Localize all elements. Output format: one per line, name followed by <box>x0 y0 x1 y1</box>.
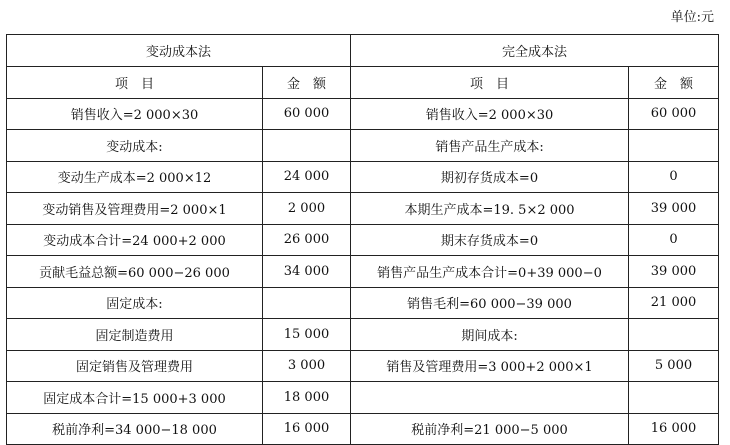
variable-amount-cell: 26 000 <box>263 224 351 256</box>
table-row <box>7 413 719 445</box>
table-row <box>7 224 719 256</box>
full-amount-cell <box>629 382 719 414</box>
full-amount-cell: 0 <box>629 161 719 193</box>
variable-item-cell: 销售收入=2 000×30 <box>7 98 263 130</box>
variable-amount-cell: 3 000 <box>263 350 351 382</box>
variable-method-header: 变动成本法 <box>7 35 351 67</box>
full-item-cell: 销售收入=2 000×30 <box>351 98 629 130</box>
full-amount-header: 金 额 <box>629 67 719 99</box>
full-item-header: 项 目 <box>351 67 629 99</box>
variable-amount-header: 金 额 <box>263 67 351 99</box>
table-row <box>7 161 719 193</box>
variable-item-cell: 固定销售及管理费用 <box>7 350 263 382</box>
unit-label: 单位:元 <box>670 10 714 25</box>
full-method-header: 完全成本法 <box>351 35 719 67</box>
full-amount-cell: 5 000 <box>629 350 719 382</box>
column-header-row <box>7 67 719 99</box>
full-item-cell: 销售毛利=60 000−39 000 <box>351 287 629 319</box>
variable-amount-cell: 24 000 <box>263 161 351 193</box>
full-item-cell: 税前净利=21 000−5 000 <box>351 413 629 445</box>
table-body <box>7 35 719 445</box>
full-amount-cell: 39 000 <box>629 193 719 225</box>
table-row <box>7 350 719 382</box>
method-header-row <box>7 35 719 67</box>
full-item-cell: 销售及管理费用=3 000+2 000×1 <box>351 350 629 382</box>
full-item-cell: 本期生产成本=19. 5×2 000 <box>351 193 629 225</box>
full-item-cell: 期初存货成本=0 <box>351 161 629 193</box>
variable-item-cell: 贡献毛益总额=60 000−26 000 <box>7 256 263 288</box>
table-row <box>7 256 719 288</box>
variable-item-cell: 固定成本: <box>7 287 263 319</box>
variable-item-cell: 固定制造费用 <box>7 319 263 351</box>
variable-amount-cell: 34 000 <box>263 256 351 288</box>
variable-amount-cell: 16 000 <box>263 413 351 445</box>
full-amount-cell: 39 000 <box>629 256 719 288</box>
variable-item-cell: 税前净利=34 000−18 000 <box>7 413 263 445</box>
full-amount-cell <box>629 130 719 162</box>
full-amount-cell <box>629 319 719 351</box>
variable-amount-cell: 18 000 <box>263 382 351 414</box>
table-row <box>7 382 719 414</box>
variable-item-cell: 变动成本合计=24 000+2 000 <box>7 224 263 256</box>
full-amount-cell: 16 000 <box>629 413 719 445</box>
full-amount-cell: 21 000 <box>629 287 719 319</box>
variable-amount-cell: 60 000 <box>263 98 351 130</box>
variable-item-cell: 变动成本: <box>7 130 263 162</box>
full-item-cell: 期间成本: <box>351 319 629 351</box>
variable-item-cell: 变动生产成本=2 000×12 <box>7 161 263 193</box>
table-row <box>7 319 719 351</box>
variable-amount-cell: 15 000 <box>263 319 351 351</box>
full-item-cell <box>351 382 629 414</box>
variable-amount-cell <box>263 287 351 319</box>
full-item-cell: 销售产品生产成本合计=0+39 000−0 <box>351 256 629 288</box>
table-row <box>7 287 719 319</box>
variable-amount-cell: 2 000 <box>263 193 351 225</box>
full-amount-cell: 60 000 <box>629 98 719 130</box>
table-row <box>7 130 719 162</box>
table-row <box>7 98 719 130</box>
variable-amount-cell <box>263 130 351 162</box>
full-item-cell: 销售产品生产成本: <box>351 130 629 162</box>
variable-item-cell: 固定成本合计=15 000+3 000 <box>7 382 263 414</box>
full-amount-cell: 0 <box>629 224 719 256</box>
variable-item-header: 项 目 <box>7 67 263 99</box>
full-item-cell: 期末存货成本=0 <box>351 224 629 256</box>
table-row <box>7 193 719 225</box>
cost-comparison-table <box>6 34 719 445</box>
variable-item-cell: 变动销售及管理费用=2 000×1 <box>7 193 263 225</box>
